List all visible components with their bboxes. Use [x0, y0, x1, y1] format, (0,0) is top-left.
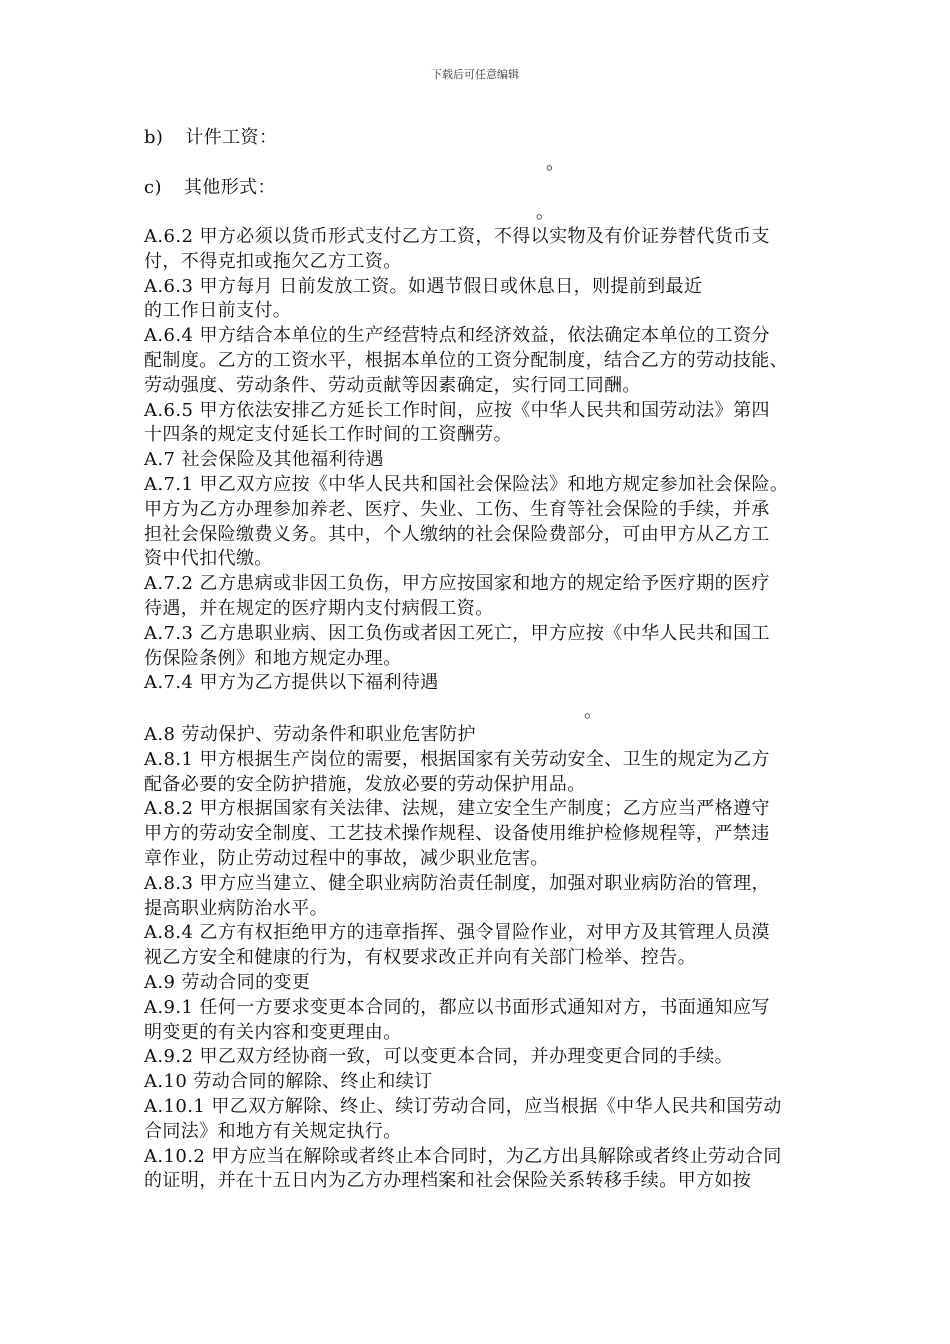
text-line: A.7.4 甲方为乙方提供以下福利待遇: [144, 672, 439, 694]
text-line: A.6.3 甲方每月 日前发放工资。如遇节假日或休息日，则提前到最近: [144, 275, 703, 297]
text-line: A.10.2 甲方应当在解除或者终止本合同时，为乙方出具解除或者终止劳动合同: [144, 1145, 782, 1167]
text-line: 的证明，并在十五日内为乙方办理档案和社会保险关系转移手续。甲方如按: [144, 1170, 752, 1192]
text-line: A.7.1 甲乙双方应按《中华人民共和国社会保险法》和地方规定参加社会保险。: [144, 474, 789, 495]
text-line: 视乙方安全和健康的行为，有权要求改正并向有关部门检举、控告。: [144, 947, 696, 969]
text-line: A.8.4 乙方有权拒绝甲方的违章指挥、强令冒险作业，对甲方及其管理人员漠: [144, 922, 770, 944]
item-c: [144, 176, 276, 200]
item-c-text: 其他形式：: [183, 177, 276, 198]
text-line: 担社会保险缴费义务。其中，个人缴纳的社会保险费部分，可由甲方从乙方工: [144, 523, 770, 545]
text-line: 配备必要的安全防护措施，发放必要的劳动保护用品。: [144, 773, 586, 795]
text-line: A.6.4 甲方结合本单位的生产经营特点和经济效益，依法确定本单位的工资分: [144, 325, 770, 347]
item-c-blank-end: 。: [536, 202, 554, 223]
text-line: A.8.2 甲方根据国家有关法律、法规，建立安全生产制度；乙方应当严格遵守: [144, 798, 770, 820]
text-line: A.6.5 甲方依法安排乙方延长工作时间，应按《中华人民共和国劳动法》第四: [144, 399, 770, 421]
item-b-label: b): [144, 127, 164, 148]
text-line: A.8 劳动保护、劳动条件和职业危害防护: [144, 724, 476, 745]
text-line: 伤保险条例》和地方规定办理。: [144, 647, 402, 669]
text-line: A.9.2 甲乙双方经协商一致，可以变更本合同，并办理变更合同的手续。: [144, 1046, 734, 1068]
text-line: 十四条的规定支付延长工作时间的工资酬劳。: [144, 424, 512, 446]
text-line: A.7.3 乙方患职业病、因工负伤或者因工死亡，甲方应按《中华人民共和国工: [144, 622, 770, 644]
text-line: 明变更的有关内容和变更理由。: [144, 1021, 402, 1043]
text-line: A.7 社会保险及其他福利待遇: [144, 449, 384, 471]
text-line: A.6.2 甲方必须以货币形式支付乙方工资，不得以实物及有价证券替代货币支: [144, 226, 770, 247]
text-line: 配制度。乙方的工资水平，根据本单位的工资分配制度，结合乙方的劳动技能、: [144, 350, 788, 371]
item-b-blank-end: 。: [546, 153, 564, 174]
text-line: 章作业，防止劳动过程中的事故，减少职业危害。: [144, 848, 549, 869]
text-line: 提高职业病防治水平。: [144, 897, 328, 919]
text-line: 的工作日前支付。: [144, 300, 292, 322]
text-line: 待遇，并在规定的医疗期内支付病假工资。: [144, 598, 494, 619]
text-line: 付，不得克扣或拖欠乙方工资。: [144, 250, 402, 272]
text-line: 劳动强度、劳动条件、劳动贡献等因素确定，实行同工同酬。: [144, 374, 641, 396]
text-line: A.10.1 甲乙双方解除、终止、续订劳动合同，应当根据《中华人民共和国劳动: [144, 1096, 782, 1117]
text-line: A.8.3 甲方应当建立、健全职业病防治责任制度，加强对职业病防治的管理，: [144, 872, 770, 894]
item-b: [144, 126, 277, 150]
text-line: A.9 劳动合同的变更: [144, 972, 311, 993]
page-header: 下载后可任意编辑: [431, 68, 519, 81]
text-line: A.9.1 任何一方要求变更本合同的，都应以书面形式通知对方，书面通知应写: [144, 996, 770, 1018]
text-line: A.8.1 甲方根据生产岗位的需要，根据国家有关劳动安全、卫生的规定为乙方: [144, 748, 770, 770]
text-line: A.7.2 乙方患病或非因工负伤，甲方应按国家和地方的规定给予医疗期的医疗: [144, 573, 770, 595]
text-line: 甲方为乙方办理参加养老、医疗、失业、工伤、生育等社会保险的手续，并承: [144, 498, 770, 520]
text-line: 资中代扣代缴。: [144, 548, 273, 570]
item-c-label: c): [144, 177, 162, 198]
text-line: 甲方的劳动安全制度、工艺技术操作规程、设备使用维护检修规程等，严禁违: [144, 823, 770, 845]
text-line: A.10 劳动合同的解除、终止和续订: [144, 1071, 433, 1093]
text-line: 合同法》和地方有关规定执行。: [144, 1120, 402, 1142]
benefits-blank-end: 。: [584, 701, 602, 722]
item-b-text: 计件工资：: [185, 127, 278, 148]
